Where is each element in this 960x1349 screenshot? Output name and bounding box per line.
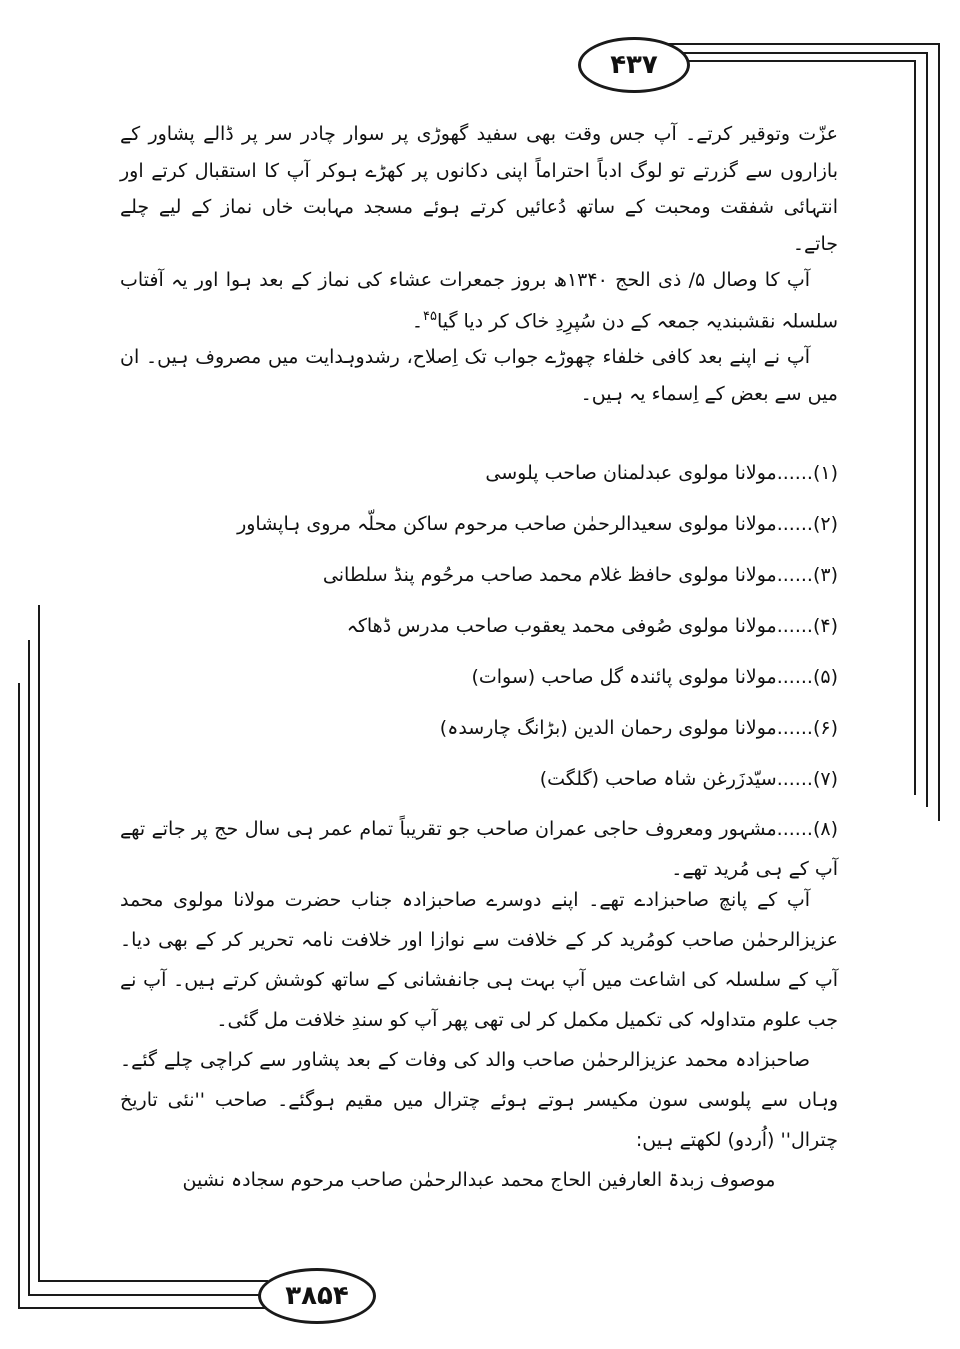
list-item-text: ......مولانا مولوی صُوفی محمد یعقوب صاحب مدرس ڈھاکہ: [346, 615, 813, 637]
list-item: [120, 754, 838, 805]
list-item: [120, 652, 838, 703]
paragraph-2: [120, 262, 838, 339]
list-item: [120, 448, 838, 499]
list-item-text: ......مشہور ومعروف حاجی عمران صاحب جو تقریباً تمام عمر ہی سال حج پر جاتے تھے آپ کے ہی مُرید تھے۔: [120, 818, 838, 880]
top-page-number-badge: [578, 37, 690, 93]
list-item-text: ......مولانا مولوی سعیدالرحمٰن صاحب مرحوم ساکن محلّہ مروی ہاپشاور: [237, 513, 813, 535]
list-item-number: (۸): [812, 818, 838, 840]
paragraph-4: [120, 880, 838, 1040]
list-item-text: ......مولانا مولوی حافظ غلام محمد صاحب مرحُوم پنڈ سلطانی: [322, 564, 813, 586]
quote-line-text: موصوف زبدۃ العارفین الحاج محمد عبدالرحمٰن صاحب مرحوم سجادہ نشین: [182, 1169, 776, 1191]
paragraph-1-text: عزّت وتوقیر کرتے۔ آپ جس وقت بھی سفید گھوڑی پر سوار چادر سر پر ڈالے پشاور کے بازاروں سے گزرتے تو لوگ ادباً احتراماً اپنی دکانوں پر کھڑے ہوکر آپ کا استقبال کرتے اور انتہائی شفقت ومحبت کے ساتھ دُعائیں کرتے ہوئے مسجد مہابت خاں نماز کے لیے چلے جاتے۔: [120, 123, 838, 255]
paragraph-3-text: آپ نے اپنے بعد کافی خلفاء چھوڑے جواب تک اِصلاح، رشدوہدایت میں مصروف ہیں۔ ان میں سے بعض کے اِسماء یہ ہیں۔: [120, 346, 838, 405]
list-item: [120, 601, 838, 652]
list-item: [120, 809, 838, 889]
paragraph-2-end: ۔: [411, 309, 423, 332]
paragraph-3: [120, 339, 838, 412]
list-item-text: ......مولانا مولوی رحمان الدین (بڑانگ چارسدہ): [439, 717, 813, 739]
lower-text-block: [120, 880, 838, 1200]
paragraph-4-text: آپ کے پانچ صاحبزادے تھے۔ اپنے دوسرے صاحبزادہ جناب حضرت مولانا مولوی محمد عزیزالرحمٰن صاحب کومُرید کر کے خلافت سے نوازا اور خلافت نامہ تحریر کر کے بھی دیا۔ آپ کے سلسلہ کی اشاعت میں آپ بہت ہی جانفشانی کے ساتھ کوشش کرتے ہیں۔ آپ نے جب علوم متداولہ کی تکمیل مکمل کر لی تھی پھر آپ کو سندِ خلافت مل گئی۔: [120, 889, 838, 1031]
list-item-text: ......مولانا مولوی عبدلمنان صاحب پلوسی: [485, 462, 813, 484]
paragraph-5-text: صاحبزادہ محمد عزیزالرحمٰن صاحب والد کی وفات کے بعد پشاور سے کراچی چلے گئے۔ وہاں سے پلوسی سون مکیسر ہوتے ہوئے چترال میں مقیم ہوگئے۔ صاحب ''نئی تاریخ چترال'' (اُردو) لکھتے ہیں:: [120, 1049, 838, 1151]
quote-line: [120, 1160, 838, 1200]
frame-left-line-outer: [18, 683, 20, 1309]
frame-right-line-outer: [938, 43, 940, 821]
list-item-number: (۱): [812, 462, 838, 484]
list-item-number: (۳): [812, 564, 838, 586]
frame-left-line-inner: [28, 640, 30, 1295]
list-item: [120, 499, 838, 550]
paragraph-5: [120, 1040, 838, 1160]
list-item: [120, 550, 838, 601]
frame-right-line-inner2: [914, 60, 916, 795]
footnote-ref-45: ۴۵: [422, 308, 437, 324]
list-item-text: ......مولانا مولوی پائندہ گل صاحب (سوات): [471, 666, 813, 688]
list-item-number: (۷): [812, 768, 838, 790]
paragraph-2-text: آپ کا وصال ۵/ ذی الحج ۱۳۴۰ھ بروز جمعرات عشاء کی نماز کے بعد ہوا اور یہ آفتاب سلسلہ نقشبندیہ جمعہ کے دن سُپرِدِ خاک کر دیا گیا: [120, 269, 838, 332]
frame-left-line-inner2: [38, 605, 40, 1281]
bottom-page-number-badge: [258, 1268, 376, 1324]
list-item-number: (۲): [812, 513, 838, 535]
paragraph-1: [120, 116, 838, 262]
successors-list: [120, 448, 838, 889]
upper-text-block: [120, 116, 838, 412]
list-item-number: (۴): [812, 615, 838, 637]
bottom-page-number: ۳۸۵۴: [285, 1281, 349, 1311]
list-item: [120, 703, 838, 754]
frame-bottom-line-inner: [28, 1294, 268, 1296]
list-item-number: (۵): [812, 666, 838, 688]
list-item-text: ......سیّدزَرغن شاہ صاحب (گلگت): [539, 768, 813, 790]
frame-bottom-line-outer: [18, 1307, 268, 1309]
top-page-number: ۴۳۷: [610, 50, 658, 80]
frame-bottom-line-inner2: [38, 1280, 268, 1282]
list-item-number: (۶): [812, 717, 838, 739]
frame-right-line-inner: [926, 52, 928, 807]
